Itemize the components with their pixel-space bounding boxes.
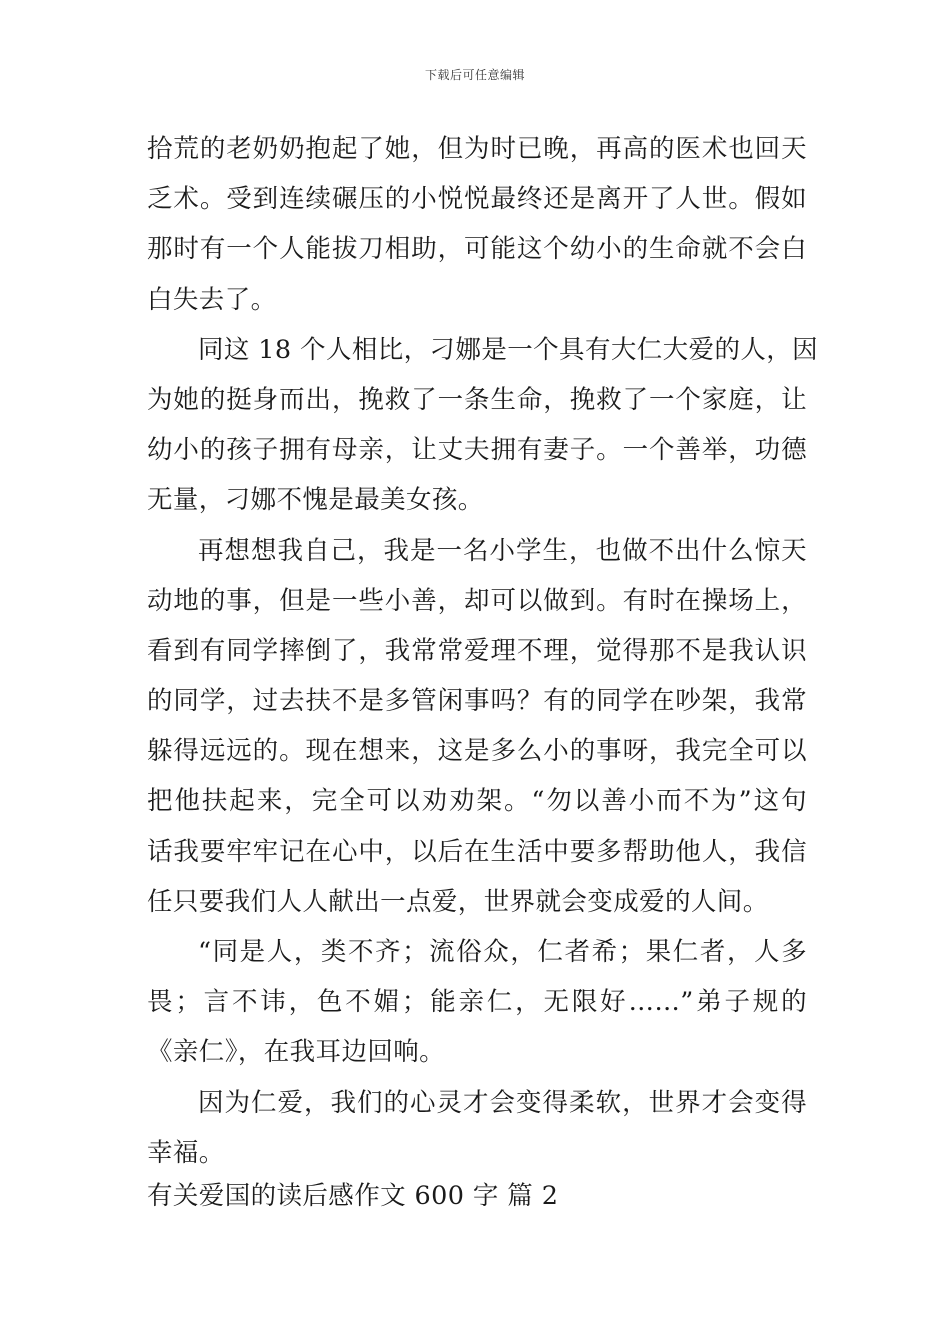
text-line: 任只要我们人人献出一点爱，世界就会变成爱的人间。 — [147, 886, 769, 917]
text-line: 拾荒的老奶奶抱起了她，但为时已晚，再高的医术也回天 — [147, 134, 807, 164]
text-line: 看到有同学摔倒了，我常常爱理不理，觉得那不是我认识 — [147, 635, 807, 666]
text-line: 把他扶起来，完全可以劝劝架。“勿以善小而不为”这句 — [147, 786, 807, 817]
page-header: 下载后可任意编辑 — [424, 68, 525, 82]
text-line: 同这 18 个人相比，刁娜是一个具有大仁大爱的人，因 — [198, 334, 819, 365]
essay-body — [147, 124, 819, 1178]
text-line: 因为仁爱，我们的心灵才会变得柔软，世界才会变得 — [198, 1087, 807, 1118]
text-line: 乏术。受到连续碾压的小悦悦最终还是离开了人世。假如 — [147, 184, 807, 215]
text-line: 白失去了。 — [147, 284, 277, 315]
text-line: 幼小的孩子拥有母亲，让丈夫拥有妻子。一个善举，功德 — [147, 435, 807, 466]
text-line: 畏；言不讳，色不媚；能亲仁，无限好……”弟子规的 — [147, 987, 807, 1018]
text-line: 无量，刁娜不愧是最美女孩。 — [147, 485, 484, 516]
text-line: 为她的挺身而出，挽救了一条生命，挽救了一个家庭，让 — [147, 384, 807, 415]
text-line: 那时有一个人能拔刀相助，可能这个幼小的生命就不会白 — [147, 234, 807, 265]
text-line: 《亲仁》，在我耳边回响。 — [147, 1037, 446, 1068]
text-line: 的同学，过去扶不是多管闲事吗？有的同学在吵架，我常 — [147, 686, 807, 717]
text-line: 躲得远远的。现在想来，这是多么小的事呀，我完全可以 — [147, 736, 807, 767]
text-line: 再想想我自己，我是一名小学生，也做不出什么惊天 — [198, 535, 807, 566]
text-line: “同是人，类不齐；流俗众，仁者希；果仁者，人多 — [198, 937, 807, 967]
text-line: 话我要牢牢记在心中，以后在生活中要多帮助他人，我信 — [147, 836, 807, 867]
section-heading: 有关爱国的读后感作文 600 字 篇 2 — [147, 1181, 559, 1211]
text-line: 幸福。 — [147, 1137, 225, 1168]
text-line: 动地的事，但是一些小善，却可以做到。有时在操场上， — [147, 585, 807, 616]
